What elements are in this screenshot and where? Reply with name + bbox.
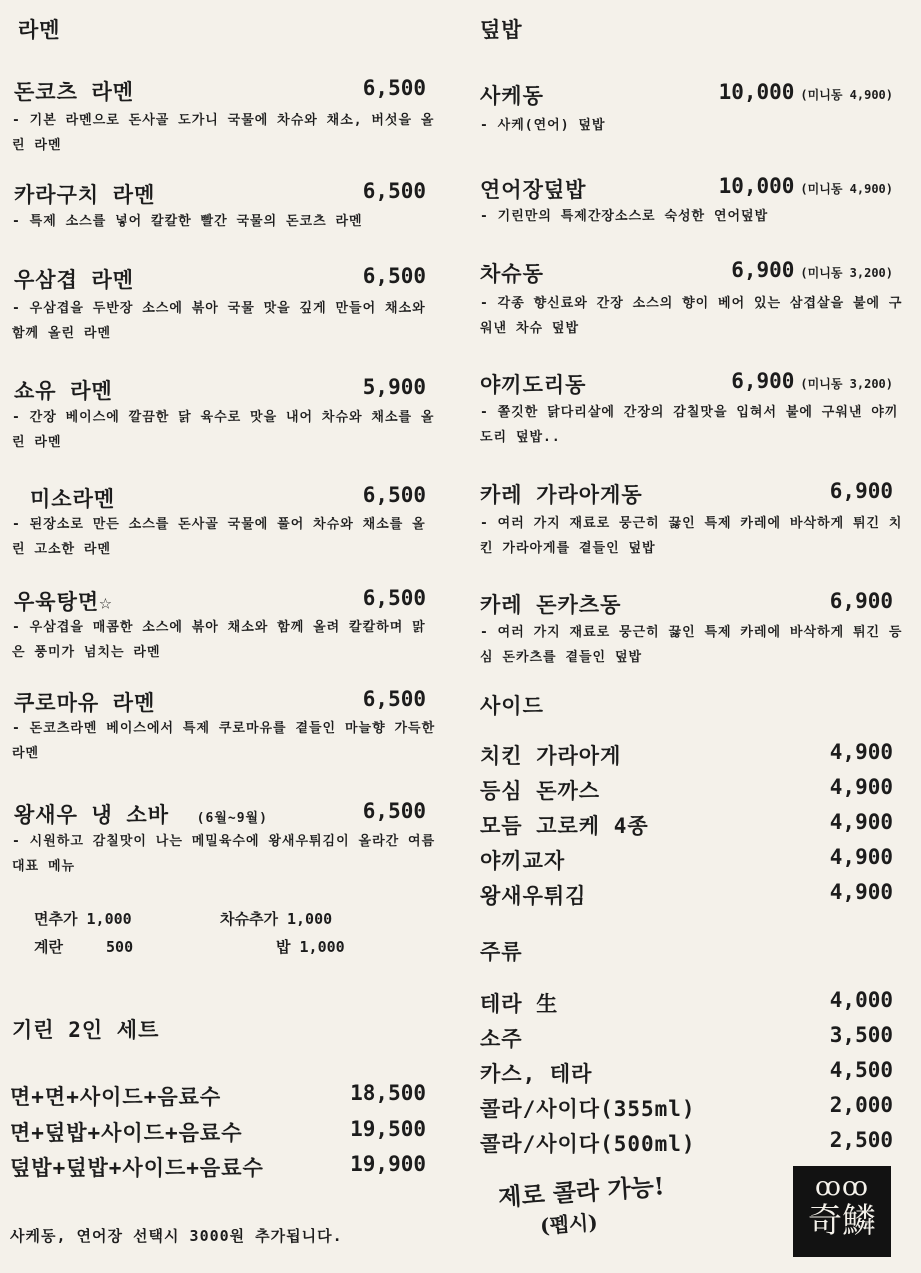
item-name: 등심 돈까스 xyxy=(480,779,601,803)
price-value: 6,900 xyxy=(731,369,795,393)
item-name: 돈코츠 라멘 xyxy=(14,80,135,104)
item-price: 6,500 xyxy=(362,179,426,203)
item-desc: - 여러 가지 재료로 뭉근히 끓인 특제 카레에 바삭하게 튀긴 치킨 가라아게를 곁들인 덮밥 xyxy=(480,516,903,556)
item-price: 19,900 xyxy=(350,1152,426,1176)
extra-name: 밥 xyxy=(276,938,291,956)
item-price: 6,500 xyxy=(362,76,426,100)
extra-item xyxy=(220,908,332,929)
item-price xyxy=(668,174,893,198)
item-name: 카레 돈카츠동 xyxy=(480,593,622,617)
extra-item xyxy=(34,908,132,929)
mini-price: (미니동 4,900) xyxy=(800,88,893,102)
item-name: 우삼겹 라멘 xyxy=(14,268,135,292)
item-desc: - 돈코츠라멘 베이스에서 특제 쿠로마유를 곁들인 마늘향 가득한 라멘 xyxy=(12,721,436,761)
extra-price: 1,000 xyxy=(299,938,345,956)
item-name: 면+덮밥+사이드+음료수 xyxy=(10,1121,243,1145)
brand-logo xyxy=(793,1166,891,1257)
item-price: 4,900 xyxy=(829,775,893,799)
price-value: 6,900 xyxy=(731,258,795,282)
item-name: 차슈동 xyxy=(480,262,544,286)
extra-price: 500 xyxy=(106,938,134,956)
item-name: 쿠로마유 라멘 xyxy=(14,691,156,715)
item-price: 6,500 xyxy=(362,799,426,823)
item-name: 야끼교자 xyxy=(480,849,566,873)
item-desc: - 우삼겹을 두반장 소스에 볶아 국물 맛을 깊게 만들어 채소와 함께 올린 라멘 xyxy=(12,301,426,341)
item-price: 4,900 xyxy=(829,810,893,834)
item-price: 6,500 xyxy=(362,586,426,610)
item-price: 19,500 xyxy=(350,1117,426,1141)
item-price: 3,500 xyxy=(829,1023,893,1047)
item-price: 6,500 xyxy=(362,687,426,711)
item-desc: - 기본 라멘으로 돈사골 도가니 국물에 차슈와 채소, 버섯을 올린 라멘 xyxy=(12,113,435,153)
item-name: 덮밥+덮밥+사이드+음료수 xyxy=(10,1156,264,1180)
item-desc: - 간장 베이스에 깔끔한 닭 육수로 맛을 내어 차슈와 채소를 올린 라멘 xyxy=(12,410,435,450)
extra-price: 1,000 xyxy=(86,910,132,928)
item-name-text: 왕새우 냉 소바 xyxy=(14,803,170,827)
extra-item xyxy=(34,936,133,957)
item-name: 카레 가라아게동 xyxy=(480,483,643,507)
extra-price: 1,000 xyxy=(287,910,333,928)
handwritten-note-sub: (펩시) xyxy=(539,1210,599,1238)
item-name: 쇼유 라멘 xyxy=(14,379,113,403)
item-price: 6,900 xyxy=(829,479,893,503)
item-desc: - 우삼겹을 매콤한 소스에 볶아 채소와 함께 올려 칼칼하며 맑은 풍미가 넘치는 라멘 xyxy=(12,620,426,660)
item-name: 연어장덮밥 xyxy=(480,178,587,202)
item-name: 카스, 테라 xyxy=(480,1062,593,1086)
item-name: 콜라/사이다(500ml) xyxy=(480,1132,696,1156)
item-name: 왕새우튀김 xyxy=(480,884,587,908)
side-section-title: 사이드 xyxy=(480,694,544,718)
item-desc: - 된장소로 만든 소스를 돈사골 국물에 풀어 차슈와 채소를 올린 고소한 라멘 xyxy=(12,517,426,557)
item-desc: - 특제 소스를 넣어 칼칼한 빨간 국물의 돈코츠 라멘 xyxy=(12,214,363,229)
item-name: 모듬 고로케 4종 xyxy=(480,814,649,838)
item-price: 4,000 xyxy=(829,988,893,1012)
item-price: 4,900 xyxy=(829,880,893,904)
set-section-title: 기린 2인 세트 xyxy=(12,1018,160,1042)
item-price xyxy=(668,258,893,282)
logo-mark: ꝏꝏ xyxy=(815,1172,869,1202)
item-price: 2,000 xyxy=(829,1093,893,1117)
item-desc: - 쫄깃한 닭다리살에 간장의 감칠맛을 입혀서 불에 구워낸 야끼도리 덮밥.. xyxy=(480,405,899,445)
item-name: 카라구치 라멘 xyxy=(14,183,156,207)
item-name: 미소라멘 xyxy=(30,487,116,511)
item-price xyxy=(668,369,893,393)
item-desc: - 각종 향신료와 간장 소스의 향이 베어 있는 삼겹살을 불에 구워낸 차슈 덮밥 xyxy=(480,296,903,336)
item-name: 야끼도리동 xyxy=(480,373,587,397)
item-price: 4,900 xyxy=(829,845,893,869)
drinks-section-title: 주류 xyxy=(480,940,523,964)
extra-name: 면추가 xyxy=(34,910,78,928)
ramen-section-title: 라멘 xyxy=(18,18,61,42)
mini-price: (미니동 3,200) xyxy=(800,377,893,391)
donburi-section-title: 덮밥 xyxy=(480,18,523,42)
item-name: 사케동 xyxy=(480,84,544,108)
item-desc: - 여러 가지 재료로 뭉근히 끓인 특제 카레에 바삭하게 튀긴 등심 돈카츠를 곁들인 덮밥 xyxy=(480,625,903,665)
item-desc: - 사케(연어) 덮밥 xyxy=(480,118,606,133)
item-price: 6,500 xyxy=(362,264,426,288)
extra-name: 차슈추가 xyxy=(220,910,278,928)
item-name: 소주 xyxy=(480,1027,523,1051)
extra-name: 계란 xyxy=(34,938,63,956)
item-price: 2,500 xyxy=(829,1128,893,1152)
item-name: 테라 生 xyxy=(480,992,559,1016)
item-price: 6,500 xyxy=(362,483,426,507)
set-note: 사케동, 연어장 선택시 3000원 추가됩니다. xyxy=(10,1227,343,1245)
item-price xyxy=(668,80,893,104)
price-value: 10,000 xyxy=(718,80,795,104)
item-name xyxy=(14,799,268,829)
mini-price: (미니동 4,900) xyxy=(800,182,893,196)
extra-item xyxy=(276,936,345,957)
mini-price: (미니동 3,200) xyxy=(800,266,893,280)
season-note: (6월~9월) xyxy=(196,811,268,826)
item-name: 콜라/사이다(355ml) xyxy=(480,1097,696,1121)
price-value: 10,000 xyxy=(718,174,795,198)
item-desc: - 기린만의 특제간장소스로 숙성한 연어덮밥 xyxy=(480,209,769,224)
item-name: 면+면+사이드+음료수 xyxy=(10,1085,222,1109)
item-name: 우육탕면☆ xyxy=(14,590,113,614)
item-desc: - 시원하고 감칠맛이 나는 메밀육수에 왕새우튀김이 올라간 여름 대표 메뉴 xyxy=(12,834,436,874)
item-price: 4,500 xyxy=(829,1058,893,1082)
logo-text: 奇鱗 xyxy=(808,1201,876,1241)
item-price: 6,900 xyxy=(829,589,893,613)
item-price: 4,900 xyxy=(829,740,893,764)
handwritten-note: 제로 콜라 가능! xyxy=(497,1171,666,1212)
item-price: 18,500 xyxy=(350,1081,426,1105)
item-price: 5,900 xyxy=(362,375,426,399)
item-name: 치킨 가라아게 xyxy=(480,744,622,768)
